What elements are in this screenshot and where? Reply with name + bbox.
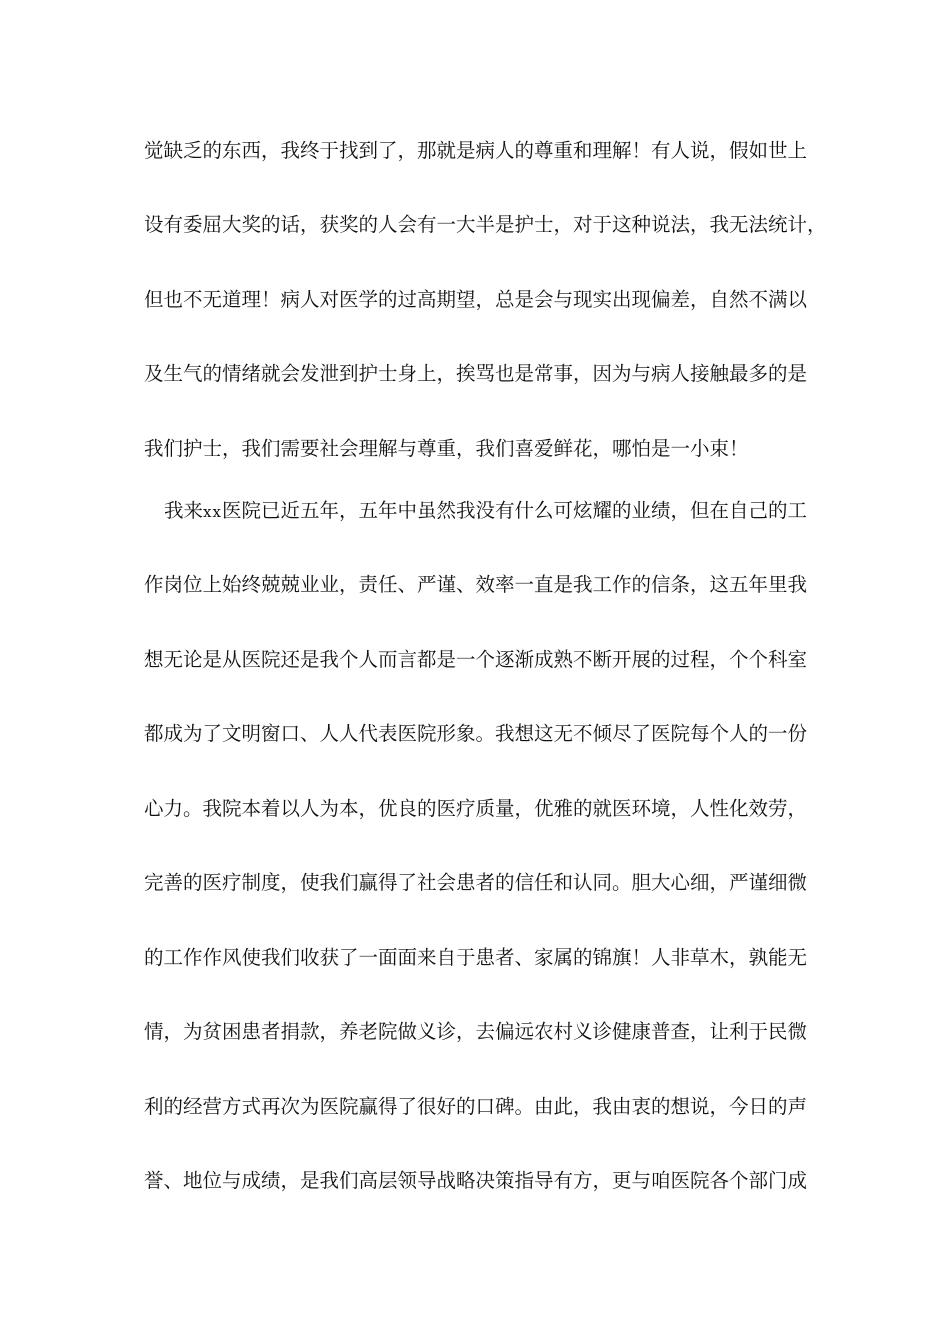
text-line: 的工作作风使我们收获了一面面来自于患者、家属的锦旗！人非草木，孰能无	[144, 946, 808, 969]
text-line: 设有委屈大奖的话，获奖的人会有一大半是护士，对于这种说法，我无法统计，	[144, 213, 827, 236]
text-line: 作岗位上始终兢兢业业，责任、严谨、效率一直是我工作的信条，这五年里我	[144, 573, 808, 596]
text-line: 及生气的情绪就会发泄到护士身上，挨骂也是常事，因为与病人接触最多的是	[144, 362, 808, 385]
text-span: 医院已近五年，五年中虽然我没有什么可炫耀的业绩，但在自己的工	[221, 499, 807, 522]
text-line: 利的经营方式再次为医院赢得了很好的口碑。由此，我由衷的想说，今日的声	[144, 1095, 808, 1118]
text-line: 想无论是从医院还是我个人而言都是一个逐渐成熟不断开展的过程，个个科室	[144, 648, 808, 671]
placeholder-xx: xx	[203, 503, 222, 521]
paragraph-first-line	[164, 498, 844, 525]
text-line: 我们护士，我们需要社会理解与尊重，我们喜爱鲜花，哪怕是一小束！	[144, 437, 749, 460]
text-line: 誉、地位与成绩，是我们高层领导战略决策指导有方，更与咱医院各个部门成	[144, 1169, 808, 1192]
text-line: 都成为了文明窗口、人人代表医院形象。我想这无不倾尽了医院每个人的一份	[144, 722, 808, 745]
text-span: 我来	[164, 499, 204, 522]
text-line: 觉缺乏的东西，我终于找到了，那就是病人的尊重和理解！有人说，假如世上	[144, 139, 808, 162]
text-line: 情，为贫困患者捐款，养老院做义诊，去偏远农村义诊健康普查，让利于民微	[144, 1020, 808, 1043]
text-line: 心力。我院本着以人为本，优良的医疗质量，优雅的就医环境，人性化效劳，	[144, 797, 808, 820]
text-line: 但也不无道理！病人对医学的过高期望，总是会与现实出现偏差，自然不满以	[144, 288, 808, 311]
text-line: 完善的医疗制度，使我们赢得了社会患者的信任和认同。胆大心细，严谨细微	[144, 871, 808, 894]
